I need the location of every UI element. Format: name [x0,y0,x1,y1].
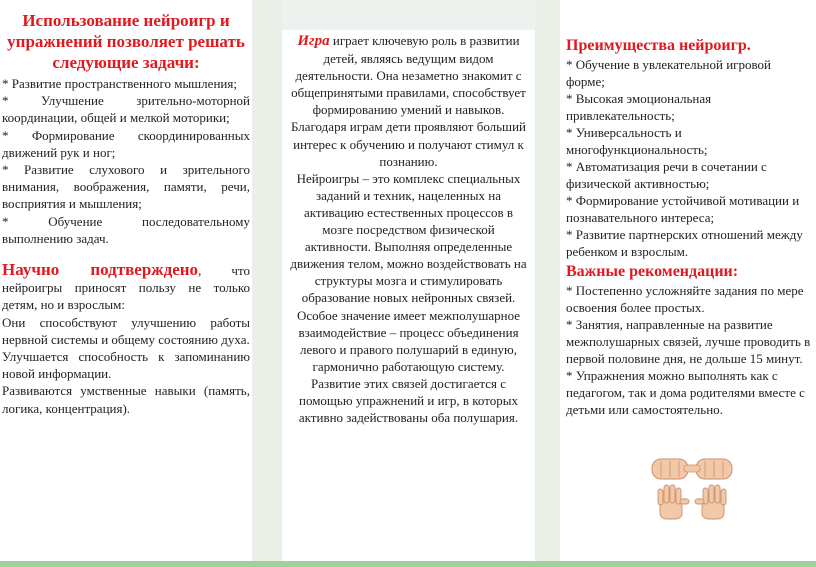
game-text: играет ключевую роль в развитии детей, являясь ведущим видом деятельности. Она незаметно знакомит с общепринятыми правилами, способствует формированию умений и навыков. Благодаря играм дети проявляют больший интерес к обучению и получают стимул к познанию. [291,33,526,169]
science-paragraph [2,261,250,314]
left-column [0,0,252,567]
benefit-item: Они способствуют улучшению работы нервной системы и общему состоянию духа. [2,314,250,347]
recommendation-item: * Постепенно усложняйте задания по мере освоения более простых. [566,283,804,315]
advantages-heading: Преимущества нейроигр. [566,37,751,54]
advantage-item: * Развитие партнерских отношений между ребенком и взрослым. [566,227,803,259]
science-text: , что нейроигры приносят пользу не только детям, но и взрослым: [2,263,250,313]
task-item: * Развитие слухового и зрительного внимания, воображения, памяти, речи, восприятия и мышления; [2,162,250,212]
tasks-heading: Использование нейроигр и упражнений позволяет решать следующие задачи: [7,11,245,72]
bottom-band [0,561,816,567]
interhemispheric-paragraph: Особое значение имеет межполушарное взаимодействие – процесс объединения левого и правого полушарий в единую, гармонично работающую систему. Развитие этих связей достигается с помощью упражнений и игр, в которых активно задействованы оба полушария. [296,307,521,426]
advantage-item: * Формирование устойчивой мотивации и познавательного интереса; [566,193,800,225]
recommendation-item: * Занятия, направленные на развитие межполушарных связей, лучше проводить в первой половине дня, не дольше 15 минут. [566,317,811,366]
recommendation-item: * Упражнения можно выполнять как с педагогом, так и дома родителями вместе с детьми или самостоятельно. [566,368,805,417]
game-paragraph [288,32,529,170]
recommendations-heading: Важные рекомендации: [566,263,739,280]
neurogames-paragraph: Нейроигры – это комплекс специальных заданий и техник, нацеленных на активацию естественных процессов в мозге посредством физической активности. Выполняя определенные движения телом, можно воздействовать на структуры мозга и стимулировать образование новых нейронных связей. [290,170,527,306]
advantage-item: * Обучение в увлекательной игровой форме; [566,57,771,89]
game-lead: Игра [297,33,330,49]
middle-column [282,0,535,567]
task-item: * Улучшение зрительно-моторной координации, общей и мелкой моторики; [2,93,250,126]
task-item: * Обучение последовательному выполнению задач. [2,213,250,246]
science-title: Научно подтверждено [2,260,199,280]
benefit-item: Развиваются умственные навыки (память, логика, концентрация). [2,383,250,416]
advantage-item: * Автоматизация речи в сочетании с физической активностью; [566,159,767,191]
task-item: * Формирование скоординированных движений рук и ног; [2,127,250,160]
hands-exercise-icon [646,455,738,521]
benefit-item: Улучшается способность к запоминанию новой информации. [2,349,250,382]
advantage-item: * Высокая эмоциональная привлекательность; [566,91,712,123]
tasks-list [2,75,250,247]
advantage-item: * Универсальность и многофункциональность; [566,125,708,157]
task-item: * Развитие пространственного мышления; [2,76,237,91]
